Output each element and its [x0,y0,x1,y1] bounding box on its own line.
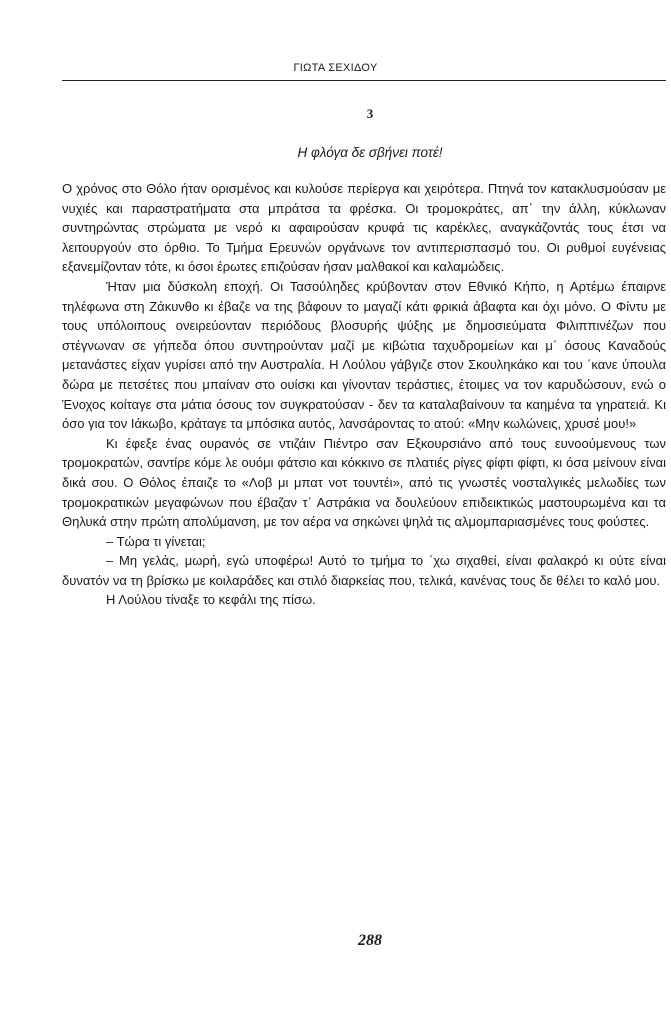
page-number: 288 [358,932,382,949]
running-head: ΓΙΩΤΑ ΣΕΧΙΔΟΥ [293,62,378,74]
header-rule [62,80,666,81]
dialogue-line: – Τώρα τι γίνεται; [106,533,206,549]
chapter-title: Η φλόγα δε σβήνει ποτέ! [297,145,443,160]
paragraph: Ο χρόνος στο Θόλο ήταν ορισμένος και κυλούσε περίεργα και χειρότερα. Πτηνά τον κατακλυσμούσαν με νυχιές και παραστρατήματα στα μπράτσα τα φρέσκα. Οι τρομοκράτες, απ΄ την άλλη, κύκλωναν συντηρώντας στρώματα με νερό κι αφαιρούσαν κρυφά τις καρέκλες, αναγκάζοντάς τους έτσι να λειτουργούν στο όρθιο. Το Τμήμα Ερευνών οργάνωνε τον αντιπερισπασμό του. Οι ρυθμοί ευγένειας εξανεμίζονταν τότε, κι όσοι έρωτες επιζούσαν ήσαν μαλθακοί και καλαμώδεις. [62,181,666,275]
dialogue-line: – Μη γελάς, μωρή, εγώ υποφέρω! Αυτό το τμήμα το ΄χω σιχαθεί, είναι φαλακρό κι ούτε είναι δυνατόν να τη βρίσκω με κοιλαράδες και στιλό διαρκείας που, τελικά, κανένας τους δε θέλει το καλό μου. [62,553,666,588]
paragraph: Ήταν μια δύσκολη εποχή. Οι Τασούληδες κρύβονταν στον Εθνικό Κήπο, η Αρτέμω έπαιρνε τηλέφωνα στη Ζάκυνθο κι έβαζε να της βάφουν το μαγαζί κάτι φρικιά άβαφτα και όχι μόνο. Ο Φίντυ με τους υπόλοιπους ονειρεύονταν περιόδους βλοσυρής ψύξης με δημοσιεύματα Φιλιππινέζων που στέγνωναν σε γήπεδα όπου συντηρούνταν μαζί με κιβώτια ταχυδρομείων και μ΄ όσους Καναδούς μετανάστες είχαν γυρίσει από την Αυστραλία. Η Λούλου γάβγιζε στον Σκουληκάκο και του ΄κανε ύπουλα δώρα με πετσέτες που μπαίναν στο ουίσκι και γίνονταν τεράστιες, έτοιμες να τον καρυδώσουν, ενώ ο Ένοχος κοίταγε στα μάτια όσους τον συγκρατούσαν - δεν τα καταλαβαίνουν τα καημένα τα γηρατειά. Κι όσο για τον Ιάκωβο, κράταγε τα μπόσικα αυτός, λανσάροντας το ατού: «Μην κωλώνεις, χρυσέ μου!» [62,278,666,432]
body-text [62,179,666,610]
paragraph: Η Λούλου τίναξε το κεφάλι της πίσω. [106,592,316,608]
chapter-number: 3 [366,106,374,121]
paragraph: Κι έφεξε ένας ουρανός σε ντιζάιν Πιέντρο σαν Εξκουρσιάνο από τους ευνοούμενους των τρομοκρατών, σαντίρε κόμε λε ουόμι φάτσιο και κόκκινο σε πλατιές ρίγες φίφτι φίφτι, κι όσα μείνουν είναι δικά σου. Ο Θόλος έπαιζε το «Λοβ μι μπατ νοτ τουντέι», από τις γνωστές νοσταλγικές μελωδίες των τρομοκρατικών μεγαφώνων που έβαζαν τ΄ Αστράκια να δουλεύουν επιδεικτικώς μαστουρωμένα και τα Θηλυκά στην πρώτη απολύμανση, με τον αέρα να σηκώνει ψηλά τις αλμομπαριασμένες τους φούστες. [62,435,666,530]
